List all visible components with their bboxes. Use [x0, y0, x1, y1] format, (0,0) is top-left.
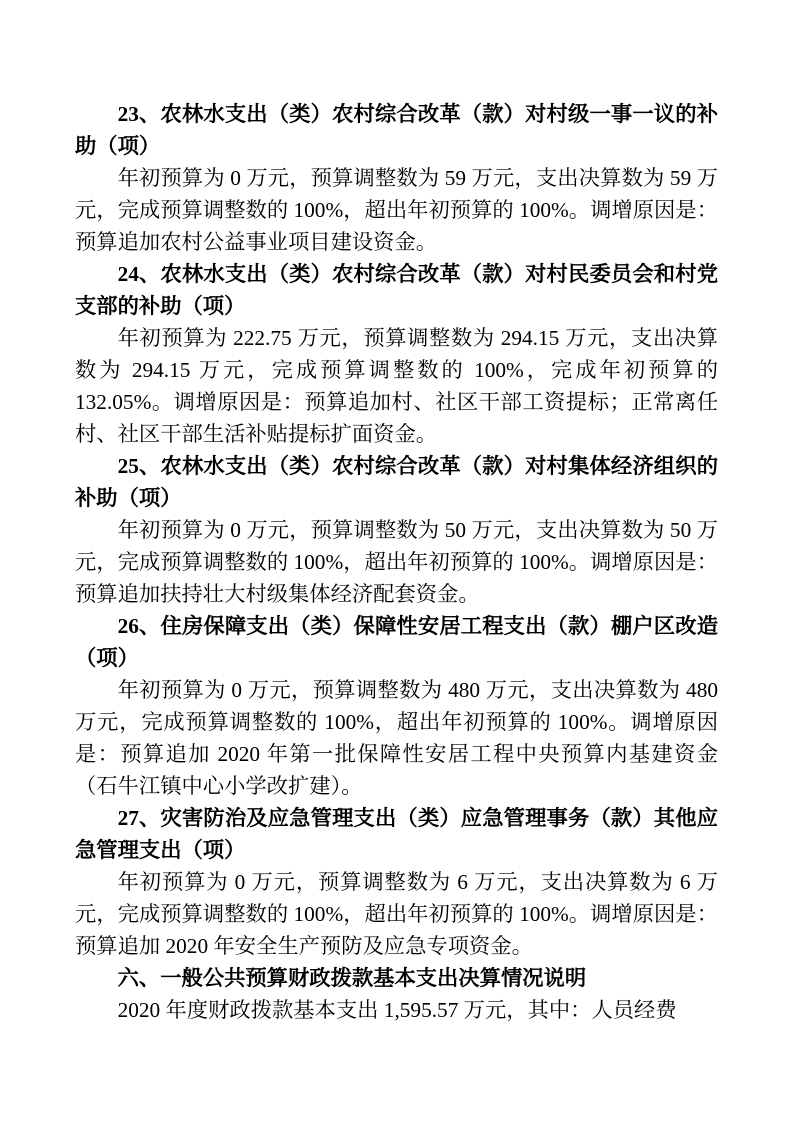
section-24 [75, 258, 718, 450]
section-24-heading: 24、农林水支出（类）农村综合改革（款）对村民委员会和村党支部的补助（项） [75, 262, 718, 318]
section-27-body: 年初预算为 0 万元，预算调整数为 6 万元，支出决算数为 6 万元，完成预算调整数的 100%，超出年初预算的 100%。调增原因是：预算追加 2020 年安全生产预防及应急专项资金。 [75, 870, 718, 958]
section-26 [75, 610, 718, 802]
section-23 [75, 98, 718, 258]
section-23-body: 年初预算为 0 万元，预算调整数为 59 万元，支出决算数为 59 万元，完成预算调整数的 100%，超出年初预算的 100%。调增原因是：预算追加农村公益事业项目建设资金。 [75, 166, 718, 254]
section-basic-expenditure [75, 962, 718, 1026]
closing-paragraph: 2020 年度财政拨款基本支出 1,595.57 万元，其中：人员经费 [117, 998, 677, 1022]
section-27-heading: 27、灾害防治及应急管理支出（类）应急管理事务（款）其他应急管理支出（项） [75, 806, 718, 862]
section-25-body: 年初预算为 0 万元，预算调整数为 50 万元，支出决算数为 50 万元，完成预算调整数的 100%，超出年初预算的 100%。调增原因是：预算追加扶持壮大村级集体经济配套资金。 [75, 518, 718, 606]
section-24-body: 年初预算为 222.75 万元，预算调整数为 294.15 万元，支出决算数为 294.15 万元，完成预算调整数的 100%，完成年初预算的 132.05%。调增原因是：预算追加村、社区干部工资提标；正常离任村、社区干部生活补贴提标扩面资金。 [75, 326, 718, 446]
section-25-heading: 25、农林水支出（类）农村综合改革（款）对村集体经济组织的补助（项） [75, 454, 718, 510]
section-26-heading: 26、住房保障支出（类）保障性安居工程支出（款）棚户区改造（项） [75, 614, 718, 670]
section-23-heading: 23、农林水支出（类）农村综合改革（款）对村级一事一议的补助（项） [75, 102, 718, 158]
closing-heading: 六、一般公共预算财政拨款基本支出决算情况说明 [117, 966, 587, 990]
section-27 [75, 802, 718, 962]
section-25 [75, 450, 718, 610]
section-26-body: 年初预算为 0 万元，预算调整数为 480 万元，支出决算数为 480 万元，完成预算调整数的 100%，超出年初预算的 100%。调增原因是：预算追加 2020 年第一批保障性安居工程中央预算内基建资金（石牛江镇中心小学改扩建）。 [75, 678, 718, 798]
